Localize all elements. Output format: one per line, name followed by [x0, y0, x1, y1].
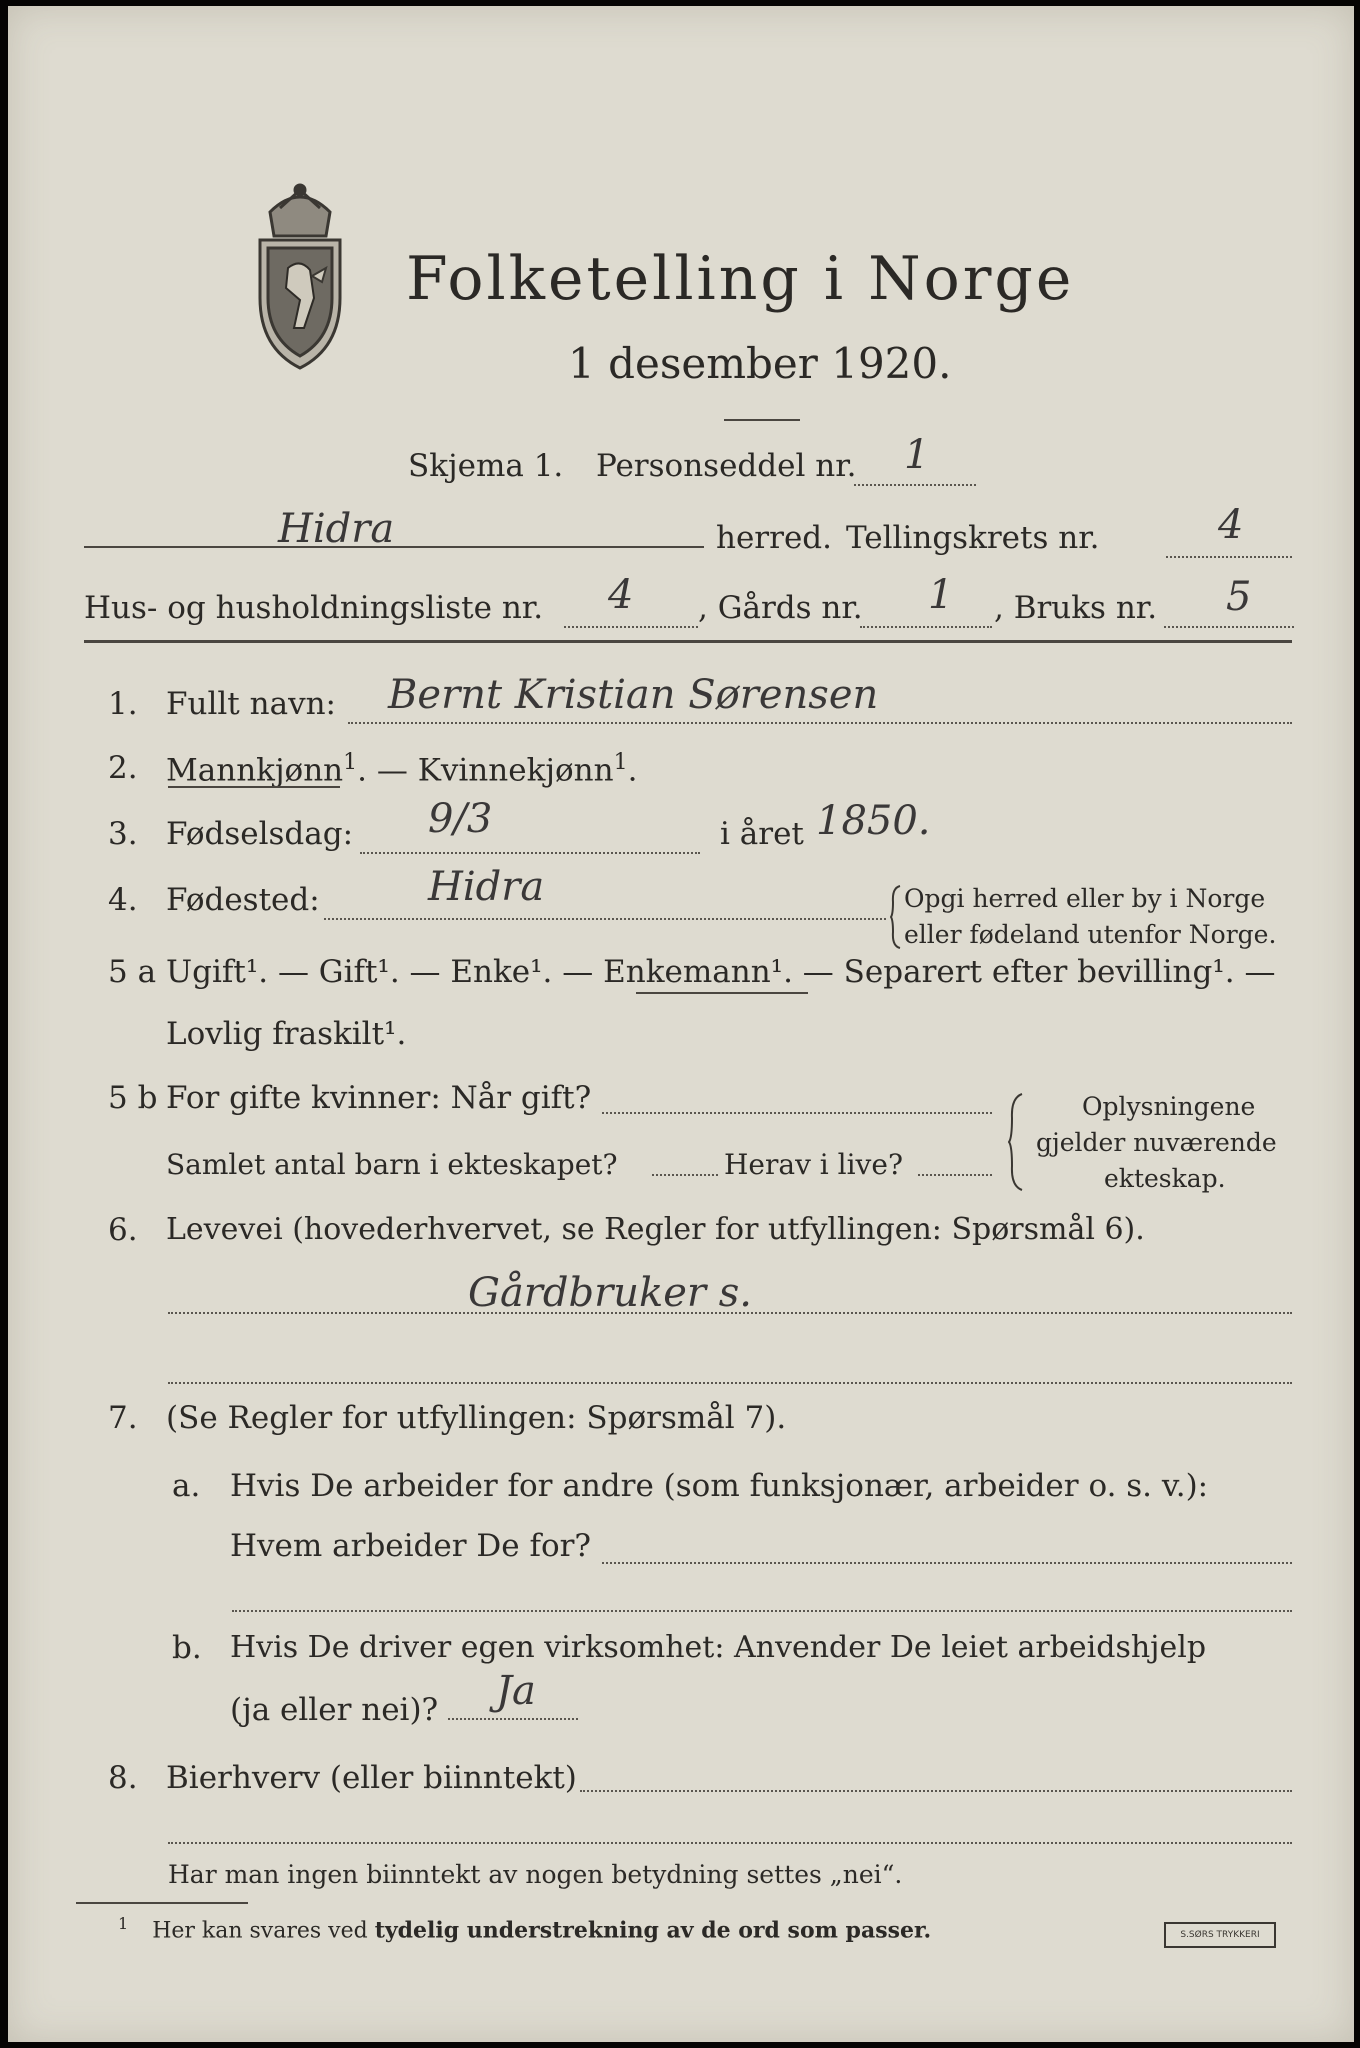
q2-number: 2. — [108, 750, 138, 786]
form-title: Folketelling i Norge — [406, 244, 1075, 314]
q2-kvinnekjonn[interactable]: . — Kvinnekjønn — [357, 752, 614, 789]
q4-value[interactable]: Hidra — [428, 864, 545, 910]
q4-label: Fødested: — [166, 882, 320, 918]
q7-number: 7. — [108, 1400, 138, 1436]
bruks-value[interactable]: 5 — [1226, 574, 1252, 620]
q5a-options: Ugift¹. — Gift¹. — Enke¹. — Enkemann¹. — Separert efter bevilling¹. — — [166, 954, 1276, 990]
census-form — [8, 6, 1354, 2042]
hus-value[interactable]: 4 — [608, 572, 634, 618]
hus-line — [564, 626, 698, 628]
q5a-underline-enkemann — [636, 992, 808, 994]
q5b-label-1: For gifte kvinner: Når gift? — [166, 1080, 592, 1116]
q5b-note-2: gjelder nuværende — [1036, 1128, 1277, 1157]
q5b-number: 5 b — [108, 1080, 158, 1116]
q6-value[interactable]: Gårdbruker s. — [468, 1270, 753, 1316]
q3-year-value[interactable]: 1850. — [816, 798, 931, 844]
tellingskrets-label: Tellingskrets nr. — [846, 520, 1100, 556]
q1-number: 1. — [108, 686, 138, 722]
herred-label: herred. — [716, 520, 832, 556]
bruks-line — [1164, 626, 1294, 628]
q7a-label-2: Hvem arbeider De for? — [230, 1528, 592, 1564]
gards-line — [860, 626, 992, 628]
q5b-line-1 — [602, 1112, 992, 1114]
gards-value[interactable]: 1 — [928, 572, 954, 618]
q5b-note-3: ekteskap. — [1104, 1164, 1226, 1193]
title-divider — [724, 419, 800, 421]
q2-mannkjonn[interactable]: Mannkjønn — [166, 752, 344, 789]
footnote-divider — [76, 1902, 248, 1904]
q3-value[interactable]: 9/3 — [428, 796, 493, 842]
printer-stamp-text: S.SØRS TRYKKERI — [1180, 1930, 1260, 1940]
header-divider — [84, 640, 1292, 643]
q4-note-1: Opgi herred eller by i Norge — [904, 884, 1266, 913]
q2-underline-mannkjonn — [168, 786, 340, 788]
q7a-line-1 — [602, 1562, 1292, 1564]
q8-line-2 — [168, 1842, 1292, 1844]
printer-stamp — [1164, 1922, 1276, 1948]
q5b-note-1: Oplysningene — [1082, 1092, 1256, 1121]
q7a-letter: a. — [172, 1468, 201, 1504]
q7b-letter: b. — [172, 1630, 202, 1666]
q2-options: Mannkjønn$^1$. — Kvinnekjønn$^1$. — [166, 750, 638, 789]
q5b-line-2 — [652, 1174, 718, 1176]
coat-of-arms-icon — [240, 178, 360, 378]
q6-number: 6. — [108, 1212, 138, 1248]
tellingskrets-line — [1166, 556, 1292, 558]
q4-note-2: eller fødeland utenfor Norge. — [904, 920, 1277, 949]
q3-line — [360, 852, 700, 854]
q8-label: Bierhverv (eller biinntekt) — [166, 1760, 577, 1796]
q4-number: 4. — [108, 882, 138, 918]
q5a-enkemann[interactable]: Enkemann¹ — [603, 954, 784, 990]
q6-line-1 — [168, 1312, 1292, 1314]
q5b-brace-icon — [1008, 1092, 1024, 1192]
personseddel-label: Personseddel nr. — [596, 448, 857, 484]
q3-label: Fødselsdag: — [166, 816, 354, 852]
tellingskrets-value[interactable]: 4 — [1218, 502, 1244, 548]
q7b-label-1: Hvis De driver egen virksomhet: Anvender De leiet arbeidshjelp — [230, 1630, 1207, 1665]
q5b-label-2: Samlet antal barn i ekteskapet? — [166, 1148, 618, 1181]
hus-label: Hus- og husholdningsliste nr. — [84, 590, 544, 626]
q7-label: (Se Regler for utfyllingen: Spørsmål 7). — [166, 1400, 787, 1436]
q1-label: Fullt navn: — [166, 686, 336, 722]
q7b-label-2: (ja eller nei)? — [230, 1692, 439, 1728]
q5a-line2[interactable]: Lovlig fraskilt¹. — [166, 1016, 407, 1052]
q4-line — [324, 918, 886, 920]
q7a-line-2 — [232, 1610, 1292, 1612]
q6-label: Levevei (hovederhvervet, se Regler for utfyllingen: Spørsmål 6). — [166, 1212, 1145, 1247]
biinntekt-note: Har man ingen biinntekt av nogen betydning settes „nei“. — [168, 1860, 903, 1889]
census-date: 1 desember 1920. — [568, 339, 952, 388]
herred-line — [84, 546, 704, 548]
q3-year-label: i året — [720, 816, 804, 852]
personseddel-line — [854, 484, 976, 486]
q8-line-1 — [580, 1790, 1292, 1792]
q1-value[interactable]: Bernt Kristian Sørensen — [388, 672, 879, 718]
personseddel-value[interactable]: 1 — [904, 432, 930, 478]
footnote: $^1$ Her kan svares ved tydelig understrekning av de ord som passer. — [118, 1914, 932, 1944]
schema-label: Skjema 1. — [408, 448, 564, 484]
q5b-label-3: Herav i live? — [724, 1148, 903, 1181]
q1-line — [348, 722, 1292, 724]
gards-label: , Gårds nr. — [698, 590, 863, 626]
q7a-label-1: Hvis De arbeider for andre (som funksjonær, arbeider o. s. v.): — [230, 1468, 1209, 1504]
q6-line-2 — [168, 1382, 1292, 1384]
q5b-line-3 — [918, 1174, 992, 1176]
q7b-value[interactable]: Ja — [496, 1668, 536, 1714]
q7b-line — [448, 1718, 578, 1720]
bruks-label: , Bruks nr. — [994, 590, 1158, 626]
q8-number: 8. — [108, 1760, 138, 1796]
footnote-mark: 1 — [118, 1914, 129, 1933]
q4-brace-icon — [890, 884, 902, 950]
q5a-number: 5 a — [108, 954, 157, 990]
q3-number: 3. — [108, 816, 138, 852]
herred-value[interactable]: Hidra — [278, 506, 395, 552]
